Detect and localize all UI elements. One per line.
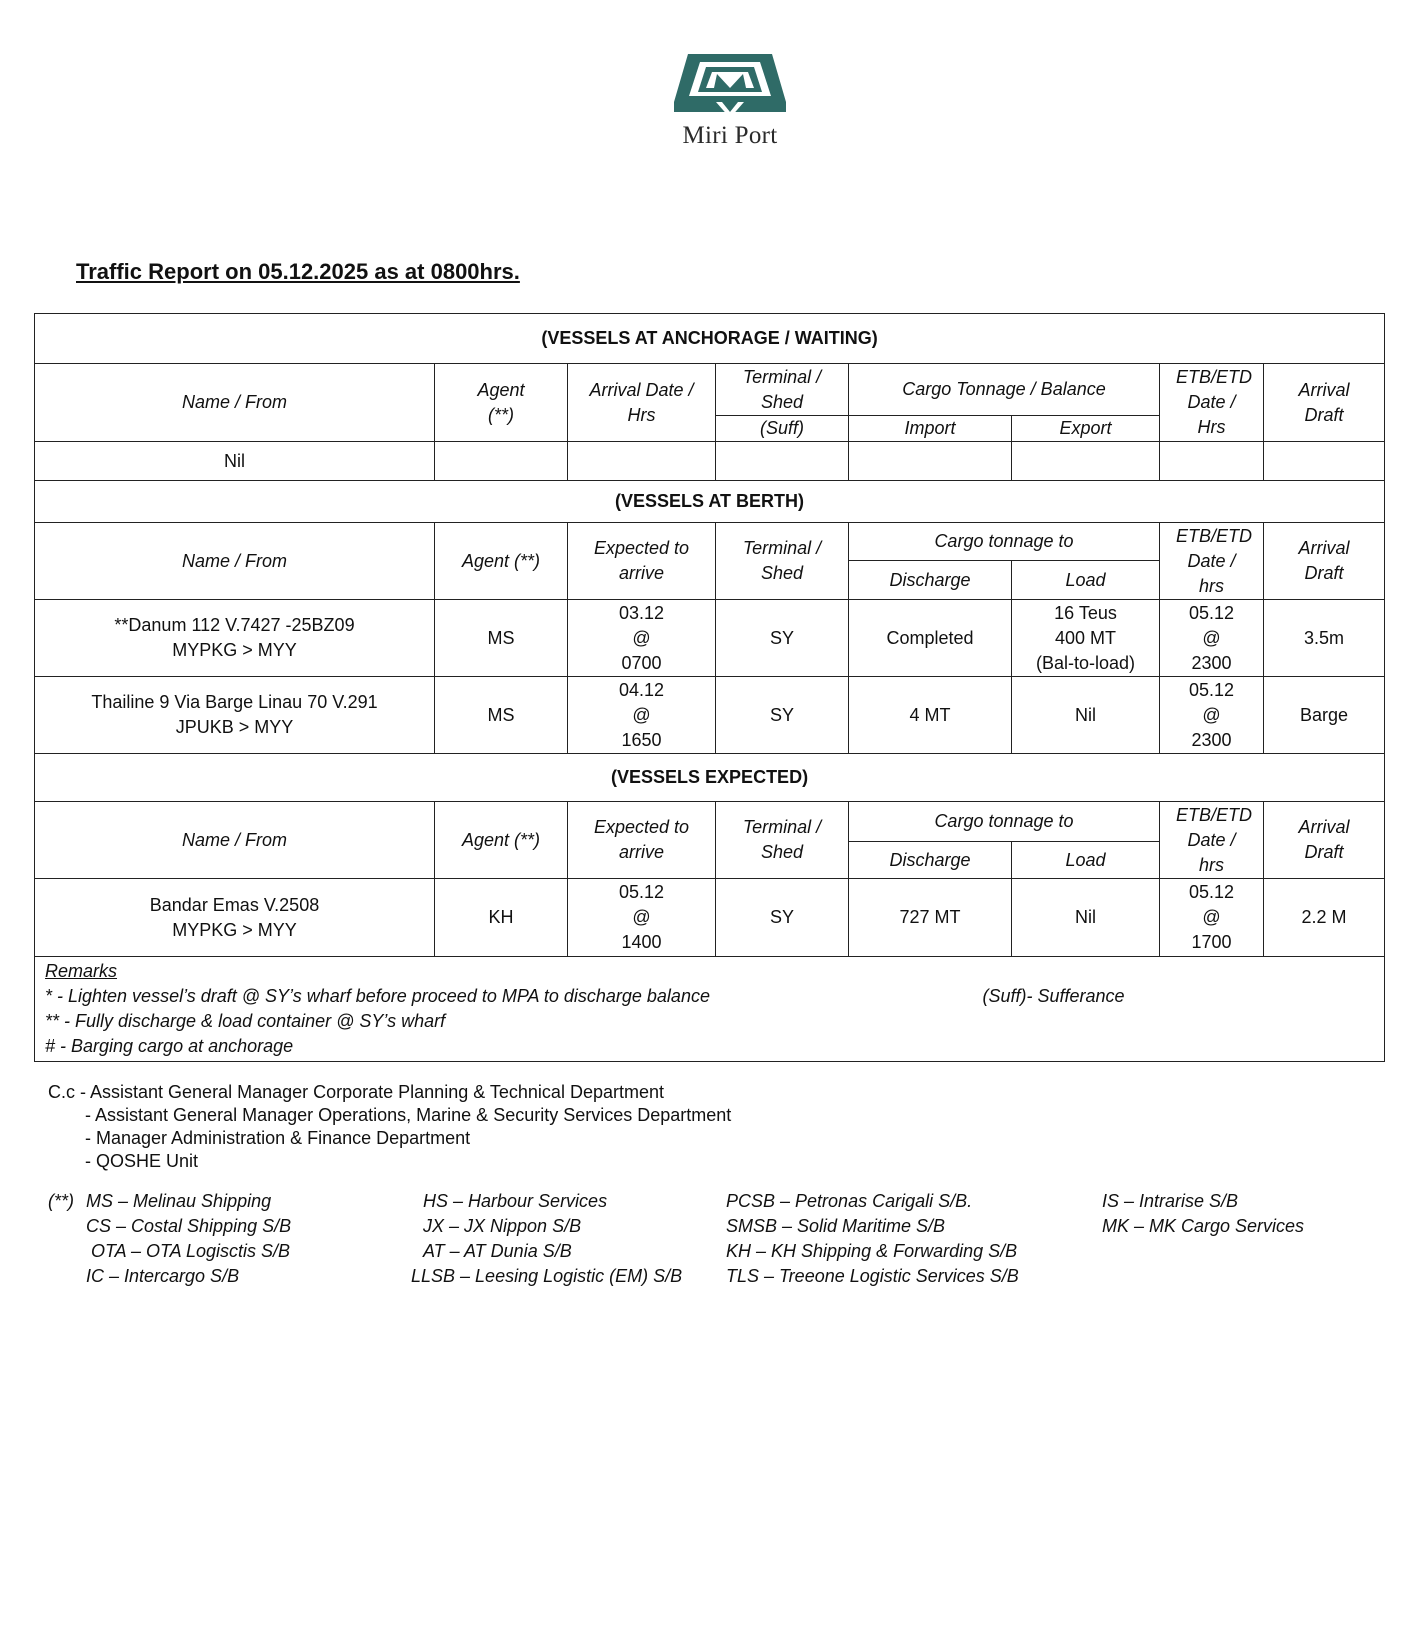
table-row [35,879,1385,957]
col-header-import: Import [849,416,1012,442]
table-row [35,600,1385,677]
discharge-cell: 727 MT [849,879,1012,957]
load-cell: Nil [1012,879,1160,957]
terminal-cell: SY [716,879,849,957]
port-emblem-icon [674,52,786,120]
expected-cell: 03.12 @ 0700 [568,600,716,677]
col-header-arrival: Arrival Date / Hrs [568,364,716,442]
col-header-suff: (Suff) [716,416,849,442]
cc-line: - Manager Administration & Finance Department [85,1128,471,1148]
table-row [35,677,1385,754]
agent-legend-col-3: PCSB – Petronas Carigali S/B. SMSB – Solid Maritime S/B KH – KH Shipping & Forwarding S/B TLS – Treeone Logistic Services S/B [726,1191,1019,1286]
draft-cell: 2.2 M [1264,879,1385,957]
draft-cell: 3.5m [1264,600,1385,677]
col-header-etb: ETB/ETD Date / Hrs [1160,364,1264,442]
terminal-cell: SY [716,600,849,677]
cc-line: - QOSHE Unit [85,1151,199,1171]
anchorage-nil: Nil [35,442,435,481]
col-header-export: Export [1012,416,1160,442]
report-title: Traffic Report on 05.12.2025 as at 0800hrs. [76,259,520,284]
col-header-agent: Agent (**) [435,802,568,879]
section-berth-title: (VESSELS AT BERTH) [35,481,1385,523]
agent-legend-col-4: IS – Intrarise S/B MK – MK Cargo Services [1102,1191,1305,1236]
remarks-block [35,957,1385,1062]
vessel-name-cell: Bandar Emas V.2508 MYPKG > MYY [35,879,435,957]
agent-cell: MS [435,677,568,754]
agent-legend-col-1: MS – Melinau Shipping CS – Costal Shipping S/B OTA – OTA Logisctis S/B IC – Intercargo S/B [86,1191,292,1286]
col-header-name: Name / From [35,364,435,442]
etb-cell: 05.12 @ 2300 [1160,677,1264,754]
col-header-agent: Agent (**) [435,364,568,442]
cc-list [48,1081,731,1173]
table-row [35,442,1385,481]
col-header-terminal: Terminal / Shed [716,523,849,600]
draft-cell: Barge [1264,677,1385,754]
discharge-cell: 4 MT [849,677,1012,754]
agent-legend-prefix: (**) [48,1191,74,1211]
section-anchorage-title: (VESSELS AT ANCHORAGE / WAITING) [35,314,1385,364]
etb-cell: 05.12 @ 2300 [1160,600,1264,677]
remarks-line-3: # - Barging cargo at anchorage [45,1036,294,1056]
col-header-agent: Agent (**) [435,523,568,600]
agent-cell: MS [435,600,568,677]
section-expected-title: (VESSELS EXPECTED) [35,754,1385,802]
col-header-cargo: Cargo Tonnage / Balance [849,364,1160,416]
expected-cell: 04.12 @ 1650 [568,677,716,754]
col-header-etb: ETB/ETD Date / hrs [1160,802,1264,879]
col-header-load: Load [1012,842,1160,879]
col-header-draft: Arrival Draft [1264,364,1385,442]
vessel-name-cell: **Danum 112 V.7427 -25BZ09 MYPKG > MYY [35,600,435,677]
col-header-name: Name / From [35,523,435,600]
vessel-name-cell: Thailine 9 Via Barge Linau 70 V.291 JPUKB > MYY [35,677,435,754]
col-header-terminal: Terminal / Shed [716,802,849,879]
miri-port-logo [665,52,795,162]
suff-note: (Suff)- Sufferance [982,986,1125,1006]
agent-legend-col-2: HS – Harbour Services JX – JX Nippon S/B AT – AT Dunia S/B LLSB – Leesing Logistic (EM) S/B [411,1191,683,1286]
remarks-line-1: * - Lighten vessel’s draft @ SY’s wharf before proceed to MPA to discharge balance (Suff)- Sufferance [45,984,1374,1009]
col-header-discharge: Discharge [849,561,1012,600]
remarks-label: Remarks [45,961,118,981]
load-cell: 16 Teus 400 MT (Bal-to-load) [1012,600,1160,677]
remarks-line-2: ** - Fully discharge & load container @ SY’s wharf [45,1011,446,1031]
col-header-terminal: Terminal / Shed [716,364,849,416]
agent-cell: KH [435,879,568,957]
discharge-cell: Completed [849,600,1012,677]
col-header-etb: ETB/ETD Date / hrs [1160,523,1264,600]
col-header-load: Load [1012,561,1160,600]
load-cell: Nil [1012,677,1160,754]
col-header-draft: Arrival Draft [1264,802,1385,879]
col-header-name: Name / From [35,802,435,879]
col-header-expected: Expected to arrive [568,802,716,879]
col-header-expected: Expected to arrive [568,523,716,600]
col-header-draft: Arrival Draft [1264,523,1385,600]
expected-cell: 05.12 @ 1400 [568,879,716,957]
logo-wordmark: Miri Port [682,122,778,149]
col-header-cargo: Cargo tonnage to [849,523,1160,561]
traffic-table [34,313,1385,1062]
col-header-cargo: Cargo tonnage to [849,802,1160,842]
col-header-discharge: Discharge [849,842,1012,879]
terminal-cell: SY [716,677,849,754]
cc-line: C.c - Assistant General Manager Corporate Planning & Technical Department [48,1082,664,1102]
etb-cell: 05.12 @ 1700 [1160,879,1264,957]
cc-line: - Assistant General Manager Operations, Marine & Security Services Department [85,1105,732,1125]
